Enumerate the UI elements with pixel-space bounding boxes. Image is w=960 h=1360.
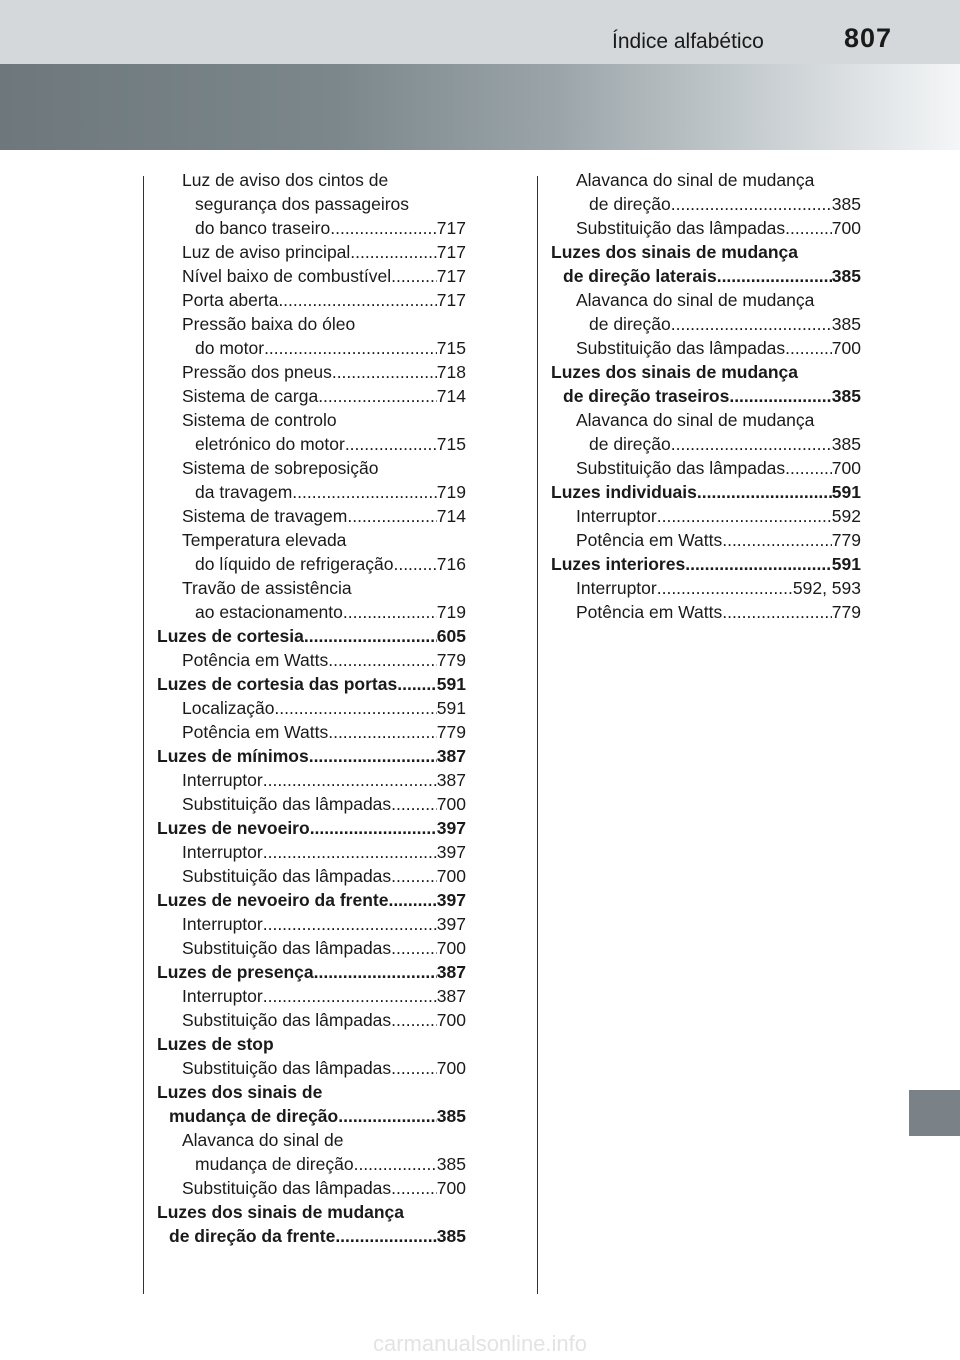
- index-entry: [157, 672, 466, 696]
- index-subentry: [551, 192, 861, 216]
- index-entry: [551, 240, 861, 264]
- entry-text: Luzes de stop: [157, 1034, 274, 1054]
- index-subentry: [157, 984, 466, 1008]
- page-reference: 700: [831, 458, 861, 478]
- page-reference: 714: [436, 506, 466, 526]
- dot-leader: [314, 960, 437, 984]
- index-column-2: [551, 168, 861, 624]
- index-subentry: [157, 480, 466, 504]
- entry-text: Luzes dos sinais de mudança: [551, 242, 799, 262]
- dot-leader: [388, 888, 436, 912]
- page-reference: 700: [436, 866, 466, 886]
- dot-leader: [263, 912, 437, 936]
- index-entry: [551, 552, 861, 576]
- dot-leader: [391, 1008, 437, 1032]
- entry-text: de direção: [589, 194, 671, 214]
- dot-leader: [264, 336, 437, 360]
- dot-leader: [304, 624, 437, 648]
- index-entry: [551, 360, 861, 384]
- index-subentry: [551, 456, 861, 480]
- page-reference: 717: [436, 242, 466, 262]
- dot-leader: [722, 528, 832, 552]
- index-entry: [157, 624, 466, 648]
- index-subentry: [157, 432, 466, 456]
- index-subentry: [157, 840, 466, 864]
- entry-text: Substituição das lâmpadas: [182, 1010, 392, 1030]
- index-entry: [157, 960, 466, 984]
- entry-text: Interruptor: [182, 986, 263, 1006]
- entry-text: Substituição das lâmpadas: [576, 338, 786, 358]
- entry-text: de direção: [589, 314, 671, 334]
- dot-leader: [330, 216, 437, 240]
- entry-text: mudança de direção: [169, 1106, 339, 1126]
- dot-leader: [309, 744, 437, 768]
- entry-text: Potência em Watts: [182, 722, 329, 742]
- page-reference: 385: [831, 266, 861, 286]
- watermark: carmanualsonline.info: [0, 1328, 960, 1360]
- index-entry: [157, 888, 466, 912]
- dot-leader: [393, 552, 436, 576]
- chapter-tab: [909, 1090, 960, 1136]
- entry-text: Luzes dos sinais de mudança: [157, 1202, 405, 1222]
- index-subentry: [157, 1128, 466, 1152]
- dot-leader: [729, 384, 831, 408]
- index-subentry: [551, 336, 861, 360]
- dot-leader: [391, 1056, 437, 1080]
- dot-leader: [318, 384, 437, 408]
- entry-text: Luzes dos sinais de: [157, 1082, 323, 1102]
- entry-text: Alavanca do sinal de mudança: [576, 290, 815, 310]
- dot-leader: [397, 672, 437, 696]
- dot-leader: [717, 264, 832, 288]
- dot-leader: [328, 648, 437, 672]
- dot-leader: [343, 600, 437, 624]
- dot-leader: [263, 984, 437, 1008]
- dot-leader: [332, 360, 437, 384]
- entry-text: Luzes de mínimos: [157, 746, 309, 766]
- page-reference: 591: [831, 554, 861, 574]
- page-reference: 700: [436, 1178, 466, 1198]
- page-reference: 717: [436, 290, 466, 310]
- header-bar: [0, 0, 960, 64]
- dot-leader: [354, 1152, 437, 1176]
- dot-leader: [274, 696, 436, 720]
- index-subentry: [551, 408, 861, 432]
- index-subentry: [157, 912, 466, 936]
- entry-text: Substituição das lâmpadas: [576, 458, 786, 478]
- dot-leader: [685, 552, 832, 576]
- entry-text: Substituição das lâmpadas: [182, 1178, 392, 1198]
- page-reference: 591: [831, 482, 861, 502]
- entry-text: de direção: [589, 434, 671, 454]
- page-reference: 717: [436, 218, 466, 238]
- entry-text: Luz de aviso dos cintos de: [182, 170, 389, 190]
- index-subentry: [157, 528, 466, 552]
- entry-text: Sistema de controlo: [182, 410, 337, 430]
- entry-text: Luzes individuais: [551, 482, 697, 502]
- entry-text: do motor: [195, 338, 265, 358]
- index-subentry: [157, 504, 466, 528]
- entry-text: Luzes de nevoeiro da frente: [157, 890, 389, 910]
- section-title: Índice alfabético: [612, 30, 764, 53]
- index-subentry: [157, 360, 466, 384]
- entry-text: Localização: [182, 698, 275, 718]
- dot-leader: [335, 1224, 436, 1248]
- page-reference: 719: [436, 482, 466, 502]
- index-entry: [157, 1080, 466, 1104]
- page-reference: 385: [436, 1226, 466, 1246]
- entry-text: Pressão dos pneus: [182, 362, 332, 382]
- entry-text: do líquido de refrigeração: [195, 554, 394, 574]
- page-reference: 714: [436, 386, 466, 406]
- dot-leader: [338, 1104, 437, 1128]
- page-reference: 591: [436, 674, 466, 694]
- index-entry: [551, 384, 861, 408]
- entry-text: de direção laterais: [563, 266, 717, 286]
- entry-text: Luzes de nevoeiro: [157, 818, 310, 838]
- index-entry: [551, 264, 861, 288]
- dot-leader: [697, 480, 832, 504]
- page-reference: 592, 593: [792, 578, 861, 598]
- dot-leader: [263, 840, 437, 864]
- entry-text: Substituição das lâmpadas: [182, 1058, 392, 1078]
- dot-leader: [278, 288, 436, 312]
- entry-text: Substituição das lâmpadas: [182, 866, 392, 886]
- index-entry: [157, 816, 466, 840]
- page-reference: 591: [436, 698, 466, 718]
- index-subentry: [157, 936, 466, 960]
- index-subentry: [157, 792, 466, 816]
- page-reference: 387: [436, 746, 466, 766]
- index-entry: [551, 480, 861, 504]
- page-reference: 700: [436, 938, 466, 958]
- page-reference: 779: [436, 722, 466, 742]
- dot-leader: [785, 456, 832, 480]
- page-reference: 385: [436, 1154, 466, 1174]
- page-reference: 716: [436, 554, 466, 574]
- page-reference: 719: [436, 602, 466, 622]
- dot-leader: [350, 240, 437, 264]
- index-subentry: [157, 240, 466, 264]
- index-subentry: [157, 336, 466, 360]
- entry-text: Interruptor: [182, 914, 263, 934]
- index-subentry: [157, 1056, 466, 1080]
- index-subentry: [157, 768, 466, 792]
- page-reference: 700: [436, 1010, 466, 1030]
- index-subentry: [157, 168, 466, 192]
- page-reference: 385: [831, 434, 861, 454]
- dot-leader: [347, 504, 436, 528]
- index-subentry: [157, 1176, 466, 1200]
- page-reference: 779: [831, 530, 861, 550]
- dot-leader: [391, 864, 437, 888]
- dot-leader: [671, 432, 832, 456]
- index-column-1: [157, 168, 466, 1248]
- entry-text: mudança de direção: [195, 1154, 354, 1174]
- entry-text: Substituição das lâmpadas: [182, 794, 392, 814]
- entry-text: do banco traseiro: [195, 218, 331, 238]
- entry-text: Alavanca do sinal de mudança: [576, 410, 815, 430]
- index-subentry: [157, 192, 466, 216]
- dot-leader: [328, 720, 437, 744]
- entry-text: Nível baixo de combustível: [182, 266, 392, 286]
- index-subentry: [551, 600, 861, 624]
- entry-text: Luzes de cortesia das portas: [157, 674, 398, 694]
- entry-text: segurança dos passageiros: [195, 194, 410, 214]
- index-subentry: [551, 312, 861, 336]
- page-reference: 700: [436, 1058, 466, 1078]
- page-reference: 592: [831, 506, 861, 526]
- entry-text: Alavanca do sinal de: [182, 1130, 344, 1150]
- index-subentry: [157, 1152, 466, 1176]
- dot-leader: [391, 1176, 437, 1200]
- page-reference: 779: [436, 650, 466, 670]
- page-reference: 385: [831, 386, 861, 406]
- header-banner: [0, 64, 960, 150]
- entry-text: Pressão baixa do óleo: [182, 314, 356, 334]
- dot-leader: [292, 480, 437, 504]
- index-subentry: [551, 216, 861, 240]
- column-divider-left: [143, 176, 144, 1294]
- dot-leader: [785, 216, 832, 240]
- dot-leader: [785, 336, 832, 360]
- page-reference: 385: [831, 314, 861, 334]
- entry-text: Luzes de presença: [157, 962, 314, 982]
- entry-text: da travagem: [195, 482, 293, 502]
- entry-text: Interruptor: [182, 770, 263, 790]
- index-subentry: [157, 384, 466, 408]
- index-entry: [157, 1224, 466, 1248]
- index-subentry: [157, 576, 466, 600]
- index-subentry: [157, 312, 466, 336]
- page-reference: 700: [831, 338, 861, 358]
- entry-text: Substituição das lâmpadas: [576, 218, 786, 238]
- dot-leader: [657, 576, 793, 600]
- page-reference: 385: [831, 194, 861, 214]
- page-reference: 700: [831, 218, 861, 238]
- dot-leader: [345, 432, 437, 456]
- page-reference: 385: [436, 1106, 466, 1126]
- index-subentry: [157, 264, 466, 288]
- dot-leader: [263, 768, 437, 792]
- index-subentry: [157, 600, 466, 624]
- page-reference: 715: [436, 434, 466, 454]
- dot-leader: [391, 936, 437, 960]
- entry-text: Luzes de cortesia: [157, 626, 304, 646]
- page-reference: 397: [436, 890, 466, 910]
- dot-leader: [391, 792, 437, 816]
- index-subentry: [551, 576, 861, 600]
- index-subentry: [551, 504, 861, 528]
- entry-text: Sistema de sobreposição: [182, 458, 379, 478]
- entry-text: Potência em Watts: [182, 650, 329, 670]
- page-reference: 700: [436, 794, 466, 814]
- index-subentry: [157, 552, 466, 576]
- index-subentry: [157, 720, 466, 744]
- entry-text: Potência em Watts: [576, 602, 723, 622]
- index-subentry: [157, 288, 466, 312]
- index-entry: [157, 1200, 466, 1224]
- entry-text: de direção traseiros: [563, 386, 730, 406]
- entry-text: Temperatura elevada: [182, 530, 347, 550]
- index-entry: [157, 744, 466, 768]
- index-subentry: [551, 528, 861, 552]
- page-reference: 387: [436, 770, 466, 790]
- entry-text: Sistema de travagem: [182, 506, 348, 526]
- page-reference: 397: [436, 842, 466, 862]
- entry-text: Travão de assistência: [182, 578, 352, 598]
- dot-leader: [671, 312, 832, 336]
- entry-text: Luzes interiores: [551, 554, 686, 574]
- entry-text: Luz de aviso principal: [182, 242, 351, 262]
- entry-text: Alavanca do sinal de mudança: [576, 170, 815, 190]
- column-divider-right: [537, 176, 538, 1294]
- entry-text: Porta aberta: [182, 290, 279, 310]
- page-reference: 387: [436, 962, 466, 982]
- entry-text: Interruptor: [576, 506, 657, 526]
- entry-text: Substituição das lâmpadas: [182, 938, 392, 958]
- index-entry: [157, 1104, 466, 1128]
- index-entry: [157, 1032, 466, 1056]
- dot-leader: [657, 504, 832, 528]
- entry-text: Interruptor: [576, 578, 657, 598]
- dot-leader: [671, 192, 832, 216]
- dot-leader: [722, 600, 832, 624]
- index-subentry: [157, 696, 466, 720]
- entry-text: de direção da frente: [169, 1226, 336, 1246]
- page-reference: 715: [436, 338, 466, 358]
- index-subentry: [157, 408, 466, 432]
- index-subentry: [551, 168, 861, 192]
- index-subentry: [157, 648, 466, 672]
- page-number: 807: [844, 23, 893, 53]
- index-subentry: [551, 288, 861, 312]
- page-reference: 605: [436, 626, 466, 646]
- entry-text: Sistema de carga: [182, 386, 319, 406]
- index-subentry: [551, 432, 861, 456]
- page-reference: 779: [831, 602, 861, 622]
- page-reference: 397: [436, 818, 466, 838]
- page-reference: 717: [436, 266, 466, 286]
- page-reference: 397: [436, 914, 466, 934]
- index-subentry: [157, 456, 466, 480]
- entry-text: Potência em Watts: [576, 530, 723, 550]
- dot-leader: [391, 264, 437, 288]
- page-reference: 718: [436, 362, 466, 382]
- entry-text: Interruptor: [182, 842, 263, 862]
- index-subentry: [157, 1008, 466, 1032]
- dot-leader: [310, 816, 437, 840]
- entry-text: Luzes dos sinais de mudança: [551, 362, 799, 382]
- entry-text: eletrónico do motor: [195, 434, 345, 454]
- index-subentry: [157, 864, 466, 888]
- entry-text: ao estacionamento: [195, 602, 343, 622]
- page-reference: 387: [436, 986, 466, 1006]
- index-subentry: [157, 216, 466, 240]
